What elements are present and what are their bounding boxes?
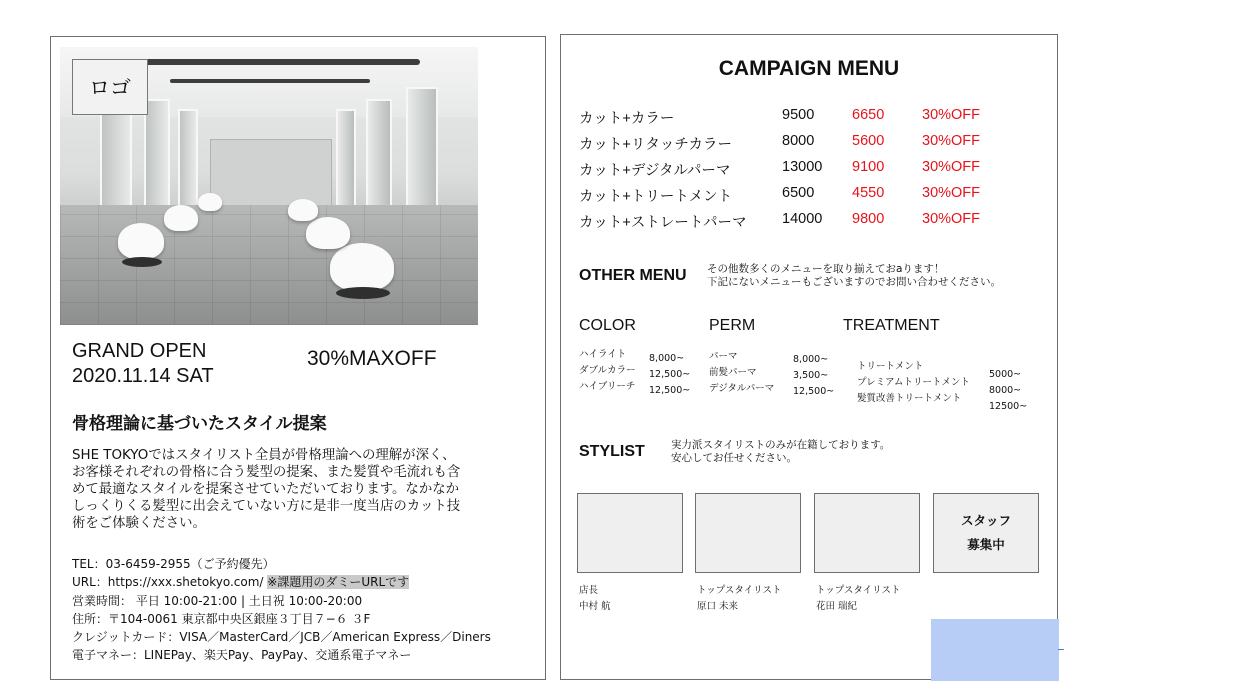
campaign-name: カット+カラー	[579, 111, 675, 127]
perm-price: 3,500~	[793, 370, 829, 381]
campaign-price: 6500	[782, 185, 815, 201]
campaign-discount: 30%OFF	[922, 159, 981, 175]
staff-recruit-line: スタッフ	[960, 513, 1011, 528]
campaign-menu-title: CAMPAIGN MENU	[718, 57, 900, 80]
campaign-price: 9500	[782, 107, 815, 123]
perm-price: 12,500~	[793, 386, 835, 397]
stylist-note-line: 安心してお任せください。	[671, 452, 797, 464]
description-line: SHE TOKYOではスタイリスト全員が骨格理論への理解が深く、	[72, 448, 456, 463]
campaign-sale-price: 4550	[852, 185, 885, 201]
selection-highlight-box	[931, 619, 1059, 681]
stylist-title: STYLIST	[579, 443, 645, 460]
campaign-name: カット+デジタルパーマ	[579, 163, 731, 179]
flyer-right-panel	[560, 34, 1058, 680]
url-text: URL：https://xxx.shetokyo.com/	[72, 575, 268, 590]
treatment-prices	[989, 367, 1027, 415]
other-menu-note	[707, 263, 1001, 289]
url-note: ※課題用のダミーURLです	[267, 575, 410, 590]
treatment-price: 8000~	[989, 385, 1022, 396]
treatment-items	[857, 359, 970, 407]
stylist-name: 花田 瑞紀	[816, 601, 858, 612]
stylist-role: トップスタイリスト	[697, 585, 782, 596]
grand-open-title: GRAND OPEN	[72, 340, 207, 362]
tel-line: TEL：03-6459-2955（ご予約優先）	[72, 557, 275, 571]
credit-line: クレジットカード：VISA／MasterCard／JCB／American Express／Diners	[72, 630, 491, 645]
perm-prices	[793, 352, 834, 400]
stylist-label	[579, 583, 611, 615]
color-price: 12,500~	[649, 385, 691, 396]
flyer-left-panel	[50, 36, 546, 680]
hours-line: 営業時間： 平日 10:00-21:00 | 土日祝 10:00-20:00	[72, 593, 363, 608]
salon-photo	[60, 47, 478, 325]
color-items	[579, 347, 636, 395]
color-item: ダブルカラー	[579, 365, 636, 376]
color-price: 8,000~	[649, 353, 685, 364]
color-item: ハイブリーチ	[579, 381, 636, 392]
shop-info	[72, 555, 542, 665]
campaign-price: 8000	[782, 133, 815, 149]
stylist-name: 中村 航	[579, 601, 611, 612]
campaign-discount: 30%OFF	[922, 107, 981, 123]
treatment-price: 12500~	[989, 401, 1028, 412]
stylist-photo-placeholder	[695, 493, 801, 573]
other-menu-title: OTHER MENU	[579, 267, 687, 284]
perm-item: デジタルパーマ	[709, 383, 775, 394]
description-line: お客様それぞれの骨格に合う髪型の提案、また髪質や毛流れも含	[72, 465, 461, 480]
staff-recruit-line: 募集中	[967, 537, 1005, 552]
open-date: 2020.11.14 SAT	[72, 365, 214, 387]
url-line	[72, 573, 542, 591]
logo-placeholder: ロゴ	[72, 59, 148, 115]
description-line: 術をご体験ください。	[72, 516, 206, 531]
stylist-name: 原口 未来	[697, 601, 739, 612]
stylist-photo-placeholder	[814, 493, 920, 573]
address-line: 住所：〒104-0061 東京都中央区銀座３丁目７−６ ３F	[72, 611, 371, 626]
color-item: ハイライト	[579, 349, 627, 360]
campaign-sale-price: 5600	[852, 133, 885, 149]
treatment-item: トリートメント	[857, 361, 924, 372]
campaign-name: カット+リタッチカラー	[579, 137, 733, 153]
campaign-discount: 30%OFF	[922, 133, 981, 149]
other-menu-note-line: 下記にないメニューもございますのでお問い合わせください。	[707, 276, 1001, 288]
grand-open-block	[72, 339, 214, 389]
perm-item: 前髪パーマ	[709, 367, 757, 378]
campaign-name: カット+ストレートパーマ	[579, 215, 747, 231]
treatment-item: プレミアムトリートメント	[857, 377, 970, 388]
stylist-role: トップスタイリスト	[816, 585, 901, 596]
stylist-photo-placeholder	[577, 493, 683, 573]
stylist-label	[816, 583, 900, 615]
campaign-discount: 30%OFF	[922, 211, 981, 227]
treatment-price: 5000~	[989, 369, 1022, 380]
description	[72, 447, 532, 532]
description-line: しっくりくる髪型に出会えていない方に是非一度当店のカット技	[72, 499, 461, 514]
selection-handle	[1058, 649, 1064, 650]
perm-item: パーマ	[709, 351, 738, 362]
color-heading: COLOR	[579, 317, 636, 334]
perm-price: 8,000~	[793, 354, 829, 365]
stylist-label	[697, 583, 781, 615]
campaign-sale-price: 9800	[852, 211, 885, 227]
color-prices	[649, 351, 690, 399]
staff-recruit-box	[933, 493, 1039, 573]
perm-heading: PERM	[709, 317, 756, 334]
headline: 骨格理論に基づいたスタイル提案	[72, 414, 327, 434]
color-price: 12,500~	[649, 369, 691, 380]
campaign-sale-price: 6650	[852, 107, 885, 123]
description-line: めて最適なスタイルを提案させていただいております。なかなか	[72, 482, 459, 497]
emoney-line: 電子マネー：LINEPay、楽天Pay、PayPay、交通系電子マネー	[72, 648, 412, 663]
campaign-name: カット+トリートメント	[579, 189, 733, 205]
treatment-heading: TREATMENT	[843, 317, 940, 334]
campaign-price: 14000	[782, 211, 823, 227]
campaign-discount: 30%OFF	[922, 185, 981, 201]
campaign-sale-price: 9100	[852, 159, 885, 175]
campaign-price: 13000	[782, 159, 823, 175]
treatment-item: 髪質改善トリートメント	[857, 393, 962, 404]
max-off-badge: 30%MAXOFF	[307, 347, 437, 370]
other-menu-note-line: その他数多くのメニューを取り揃えておaります！	[707, 263, 945, 275]
stylist-note	[671, 439, 890, 465]
stylist-note-line: 実力派スタイリストのみが在籍しております。	[671, 439, 891, 451]
stylist-role: 店長	[579, 585, 599, 596]
perm-items	[709, 349, 774, 397]
